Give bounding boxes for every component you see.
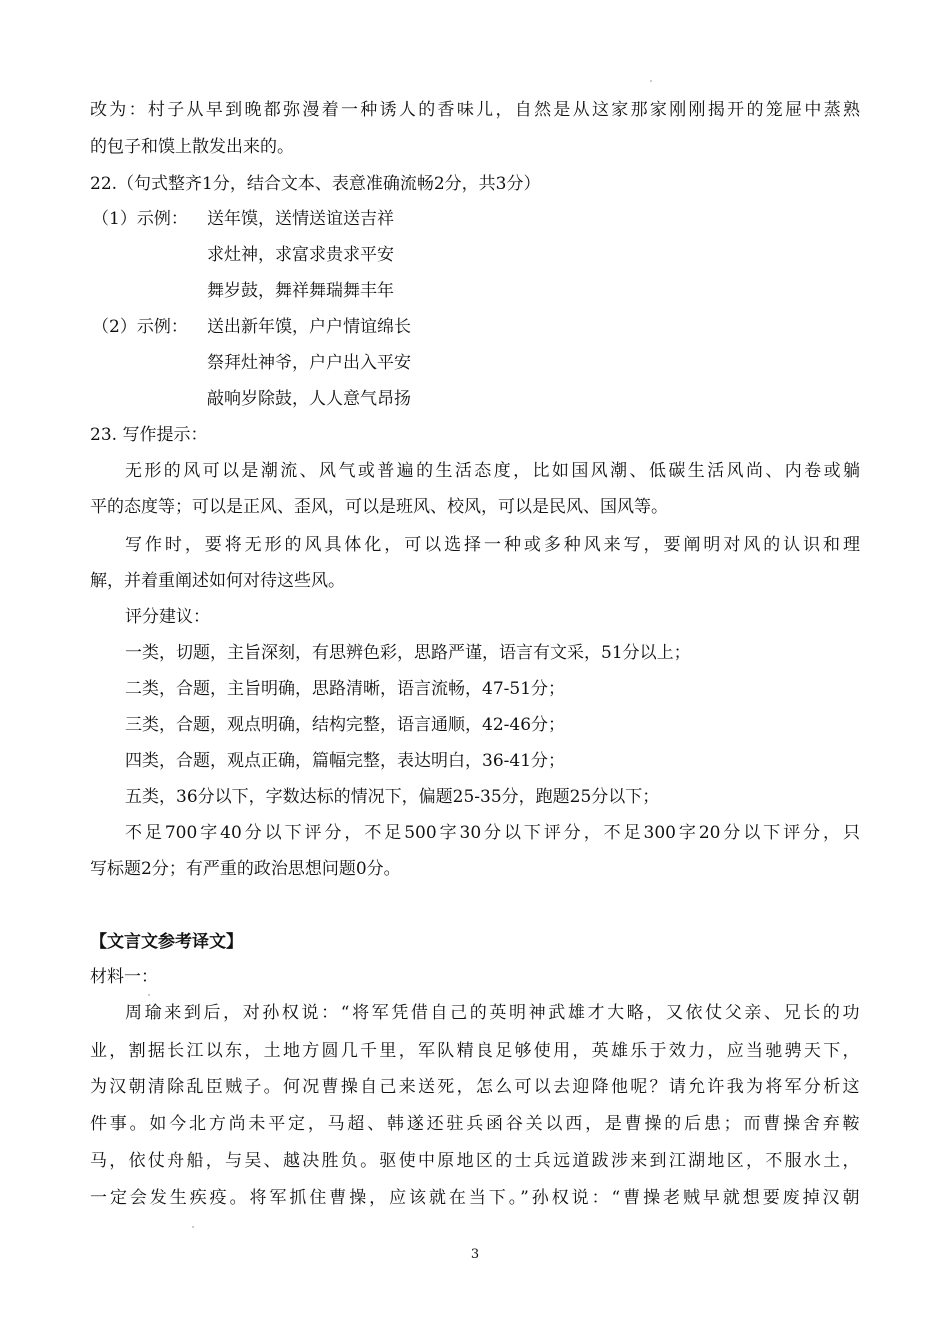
example-1-line: 求灶神，求富求贵求平安 (207, 245, 394, 265)
scoring-item: 五类，36分以下，字数达标的情况下，偏题25-35分，跑题25分以下； (125, 787, 660, 807)
text-line: 无形的风可以是潮流、风气或普遍的生活态度，比如国风潮、低碳生活风尚、内卷或躺 (125, 461, 860, 481)
translation-line: 件事。如今北方尚未平定，马超、韩遂还驻兵函谷关以西，是曹操的后患；而曹操舍弃鞍 (90, 1114, 860, 1134)
text-line: 写作时，要将无形的风具体化，可以选择一种或多种风来写，要阐明对风的认识和理 (125, 535, 860, 555)
translation-line: 马，依仗舟船，与吴、越决胜负。驱使中原地区的士兵远道跋涉来到江湖地区，不服水土， (90, 1151, 860, 1171)
translation-line: 业，割据长江以东，土地方圆几千里，军队精良足够使用，英雄乐于效力，应当驰骋天下， (90, 1041, 860, 1061)
example-1-line: 送年馍，送情送谊送吉祥 (207, 209, 394, 229)
translation-line: 周瑜来到后，对孙权说：“将军凭借自己的英明神武雄才大略，又依仗父亲、兄长的功 (125, 1003, 860, 1023)
scoring-header: 评分建议： (125, 607, 210, 627)
translation-line: 一定会发生疾疫。将军抓住曹操，应该就在当下。”孙权说：“曹操老贼早就想要废掉汉朝 (90, 1188, 860, 1208)
scan-speck (192, 1226, 194, 1228)
example-2-line: 敲响岁除鼓，人人意气昂扬 (207, 389, 411, 409)
question-22-header: 22.（句式整齐1分，结合文本、表意准确流畅2分，共3分） (90, 174, 541, 194)
scoring-item: 一类，切题，主旨深刻，有思辨色彩，思路严谨，语言有文采，51分以上； (125, 643, 691, 663)
text-line: 平的态度等；可以是正风、歪风，可以是班风、校风，可以是民风、国风等。 (90, 497, 668, 517)
scoring-item: 不足700字40分以下评分，不足500字30分以下评分，不足300字20分以下评分，只 (125, 823, 860, 843)
material-label: 材料一： (90, 967, 158, 987)
translation-line: 为汉朝清除乱臣贼子。何况曹操自己来送死，怎么可以去迎降他呢？请允许我为将军分析这 (90, 1077, 860, 1097)
text-line: 的包子和馍上散发出来的。 (90, 137, 294, 157)
scoring-item: 二类，合题，主旨明确，思路清晰，语言流畅，47-51分； (125, 679, 566, 699)
example-1-line: 舞岁鼓，舞祥舞瑞舞丰年 (207, 281, 394, 301)
scoring-item: 四类，合题，观点正确，篇幅完整，表达明白，36-41分； (125, 751, 566, 771)
text-line: 改为：村子从早到晚都弥漫着一种诱人的香味儿，自然是从这家那家刚刚揭开的笼屉中蒸熟 (90, 100, 860, 120)
section-title: 【文言文参考译文】 (90, 932, 243, 952)
page-number: 3 (470, 1247, 480, 1262)
example-2-line: 送出新年馍，户户情谊绵长 (207, 317, 411, 337)
scoring-item: 写标题2分；有严重的政治思想问题0分。 (90, 859, 401, 879)
example-1-label: （1）示例： (92, 209, 188, 229)
scan-speck (148, 994, 150, 996)
question-23-header: 23. 写作提示： (90, 425, 208, 445)
text-line: 解，并着重阐述如何对待这些风。 (90, 571, 345, 591)
example-2-label: （2）示例： (92, 317, 188, 337)
scoring-item: 三类，合题，观点明确，结构完整，语言通顺，42-46分； (125, 715, 566, 735)
scan-speck (650, 80, 652, 82)
example-2-line: 祭拜灶神爷，户户出入平安 (207, 353, 411, 373)
